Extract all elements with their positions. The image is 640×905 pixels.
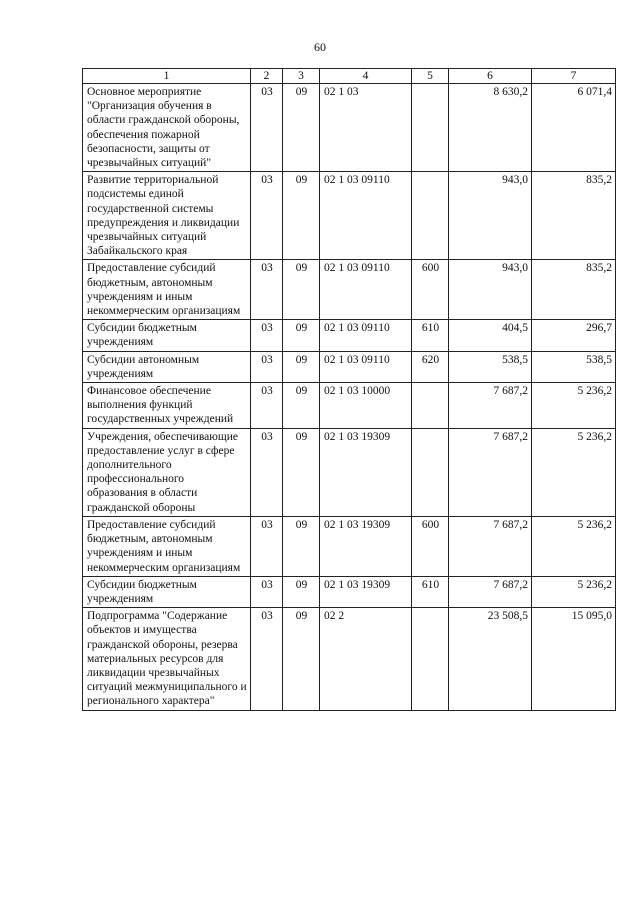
row-name: Подпрограмма "Содержание объектов и имущества гражданской обороны, резерва материальных ресурсов для ликвидации чрезвычайных ситуаций межмуниципального и регионального характера" — [83, 608, 251, 710]
row-name: Субсидии бюджетным учреждениям — [83, 320, 251, 351]
expense-type-code: 610 — [412, 576, 449, 607]
row-name: Субсидии бюджетным учреждениям — [83, 576, 251, 607]
column-header: 4 — [320, 69, 412, 84]
expense-type-code — [412, 84, 449, 172]
column-header: 6 — [449, 69, 532, 84]
amount-col7: 538,5 — [532, 351, 616, 382]
table-row — [83, 172, 616, 260]
table-header-row — [83, 69, 616, 84]
column-header: 3 — [283, 69, 320, 84]
row-name: Предоставление субсидий бюджетным, автономным учреждениям и иным некоммерческим организациям — [83, 260, 251, 320]
amount-col7: 296,7 — [532, 320, 616, 351]
section-code: 03 — [251, 84, 283, 172]
page-number: 60 — [314, 40, 326, 54]
target-article-code: 02 1 03 09110 — [320, 260, 412, 320]
amount-col7: 835,2 — [532, 260, 616, 320]
expense-type-code — [412, 428, 449, 516]
section-code: 03 — [251, 260, 283, 320]
row-name: Финансовое обеспечение выполнения функций государственных учреждений — [83, 383, 251, 429]
section-code: 03 — [251, 608, 283, 710]
subsection-code: 09 — [283, 516, 320, 576]
subsection-code: 09 — [283, 260, 320, 320]
row-name: Субсидии автономным учреждениям — [83, 351, 251, 382]
amount-col6: 943,0 — [449, 172, 532, 260]
amount-col6: 7 687,2 — [449, 383, 532, 429]
expense-type-code: 600 — [412, 260, 449, 320]
target-article-code: 02 1 03 — [320, 84, 412, 172]
amount-col7: 5 236,2 — [532, 576, 616, 607]
budget-table — [82, 68, 616, 711]
section-code: 03 — [251, 320, 283, 351]
expense-type-code: 600 — [412, 516, 449, 576]
table-row — [83, 516, 616, 576]
row-name: Развитие территориальной подсистемы единой государственной системы предупреждения и ликвидации чрезвычайных ситуаций Забайкальского края — [83, 172, 251, 260]
column-header: 1 — [83, 69, 251, 84]
amount-col6: 8 630,2 — [449, 84, 532, 172]
column-header: 5 — [412, 69, 449, 84]
row-name: Учреждения, обеспечивающие предоставление услуг в сфере дополнительного профессионального образования в области гражданской обороны — [83, 428, 251, 516]
amount-col6: 7 687,2 — [449, 428, 532, 516]
subsection-code: 09 — [283, 608, 320, 710]
table-row — [83, 260, 616, 320]
subsection-code: 09 — [283, 172, 320, 260]
section-code: 03 — [251, 172, 283, 260]
section-code: 03 — [251, 383, 283, 429]
table-row — [83, 351, 616, 382]
table-row — [83, 383, 616, 429]
subsection-code: 09 — [283, 320, 320, 351]
section-code: 03 — [251, 351, 283, 382]
expense-type-code — [412, 172, 449, 260]
amount-col7: 6 071,4 — [532, 84, 616, 172]
row-name: Основное мероприятие "Организация обучения в области гражданской обороны, обеспечения пожарной безопасности, защиты от чрезвычайных ситуаций" — [83, 84, 251, 172]
subsection-code: 09 — [283, 84, 320, 172]
table-row — [83, 608, 616, 710]
section-code: 03 — [251, 516, 283, 576]
table-row — [83, 84, 616, 172]
amount-col7: 5 236,2 — [532, 383, 616, 429]
section-code: 03 — [251, 576, 283, 607]
amount-col6: 23 508,5 — [449, 608, 532, 710]
amount-col6: 7 687,2 — [449, 576, 532, 607]
subsection-code: 09 — [283, 428, 320, 516]
target-article-code: 02 1 03 10000 — [320, 383, 412, 429]
amount-col6: 404,5 — [449, 320, 532, 351]
table-row — [83, 428, 616, 516]
section-code: 03 — [251, 428, 283, 516]
amount-col7: 5 236,2 — [532, 516, 616, 576]
subsection-code: 09 — [283, 383, 320, 429]
expense-type-code: 610 — [412, 320, 449, 351]
amount-col7: 835,2 — [532, 172, 616, 260]
amount-col6: 943,0 — [449, 260, 532, 320]
subsection-code: 09 — [283, 351, 320, 382]
column-header: 2 — [251, 69, 283, 84]
target-article-code: 02 2 — [320, 608, 412, 710]
column-header: 7 — [532, 69, 616, 84]
target-article-code: 02 1 03 19309 — [320, 516, 412, 576]
target-article-code: 02 1 03 19309 — [320, 428, 412, 516]
target-article-code: 02 1 03 09110 — [320, 351, 412, 382]
amount-col6: 7 687,2 — [449, 516, 532, 576]
row-name: Предоставление субсидий бюджетным, автономным учреждениям и иным некоммерческим организациям — [83, 516, 251, 576]
target-article-code: 02 1 03 19309 — [320, 576, 412, 607]
table-row — [83, 576, 616, 607]
target-article-code: 02 1 03 09110 — [320, 320, 412, 351]
subsection-code: 09 — [283, 576, 320, 607]
target-article-code: 02 1 03 09110 — [320, 172, 412, 260]
expense-type-code — [412, 608, 449, 710]
expense-type-code: 620 — [412, 351, 449, 382]
table-row — [83, 320, 616, 351]
amount-col7: 5 236,2 — [532, 428, 616, 516]
expense-type-code — [412, 383, 449, 429]
amount-col7: 15 095,0 — [532, 608, 616, 710]
amount-col6: 538,5 — [449, 351, 532, 382]
